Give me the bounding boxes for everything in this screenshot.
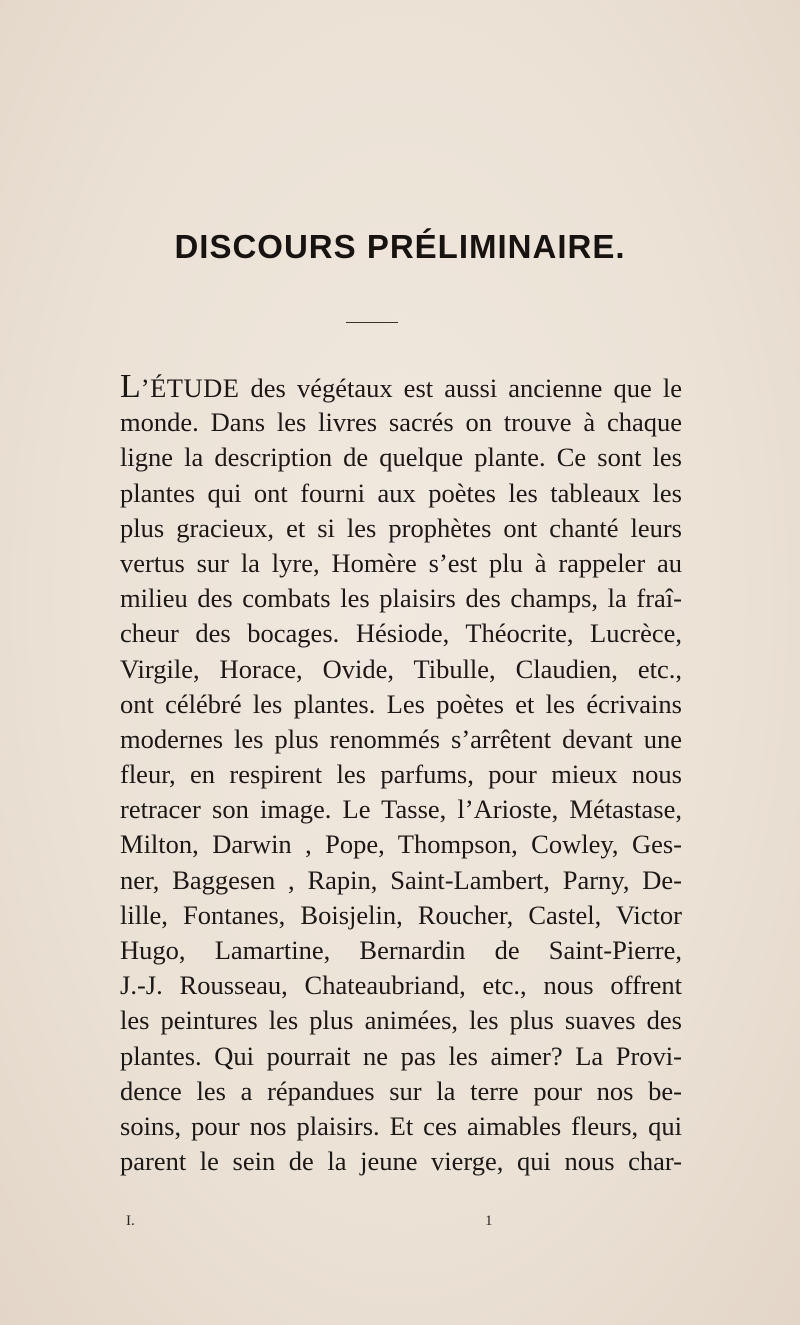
text-line: Milton, Darwin , Pope, Thompson, Cowley, Ges- (120, 829, 682, 860)
page-number: 1 (485, 1213, 493, 1229)
text-line (120, 370, 682, 405)
text-line: retracer son image. Le Tasse, l’Arioste, Métastase, (120, 794, 682, 825)
text-line: J.-J. Rousseau, Chateaubriand, etc., nous offrent (120, 970, 682, 1001)
text-line: soins, pour nos plaisirs. Et ces aimables fleurs, qui (120, 1110, 682, 1141)
text-line: Virgile, Horace, Ovide, Tibulle, Claudien, etc., (120, 653, 682, 684)
drop-cap: L (120, 368, 141, 405)
text-line: Hugo, Lamartine, Bernardin de Saint-Pierre, (120, 935, 682, 965)
title-rule (346, 322, 398, 323)
text-line: plus gracieux, et si les prophètes ont chanté leurs (120, 512, 682, 543)
signature-mark: I. (126, 1213, 135, 1229)
text-line: lille, Fontanes, Boisjelin, Roucher, Castel, Victor (120, 899, 682, 930)
page-title: DISCOURS PRÉLIMINAIRE. (174, 228, 626, 265)
line-text: des végétaux est aussi ancienne que le (250, 373, 682, 403)
text-line: ner, Baggesen , Rapin, Saint-Lambert, Parny, De- (120, 864, 682, 895)
text-line: monde. Dans les livres sacrés on trouve à chaque (120, 407, 682, 438)
text-line: fleur, en respirent les parfums, pour mieux nous (120, 759, 682, 790)
text-line: plantes. Qui pourrait ne pas les aimer? La Provi- (120, 1040, 682, 1071)
text-line: les peintures les plus animées, les plus suaves des (120, 1005, 682, 1036)
text-line: dence les a répandues sur la terre pour nos be- (120, 1075, 682, 1106)
text-line: parent le sein de la jeune vierge, qui nous char- (120, 1146, 682, 1177)
page-footer (120, 1213, 682, 1235)
text-line: milieu des combats les plaisirs des champs, la fraî- (120, 583, 682, 614)
body-paragraph (120, 370, 682, 1179)
text-line: ligne la description de quelque plante. Ce sont les (120, 442, 682, 473)
text-line: ont célébré les plantes. Les poètes et les écrivains (120, 688, 682, 719)
text-line: modernes les plus renommés s’arrêtent devant une (120, 723, 682, 754)
text-line: plantes qui ont fourni aux poètes les tableaux les (120, 477, 682, 508)
text-line: vertus sur la lyre, Homère s’est plu à rappeler au (120, 547, 682, 578)
text-line: cheur des bocages. Hésiode, Théocrite, Lucrèce, (120, 618, 682, 649)
first-word: ’ÉTUDE (140, 373, 240, 403)
